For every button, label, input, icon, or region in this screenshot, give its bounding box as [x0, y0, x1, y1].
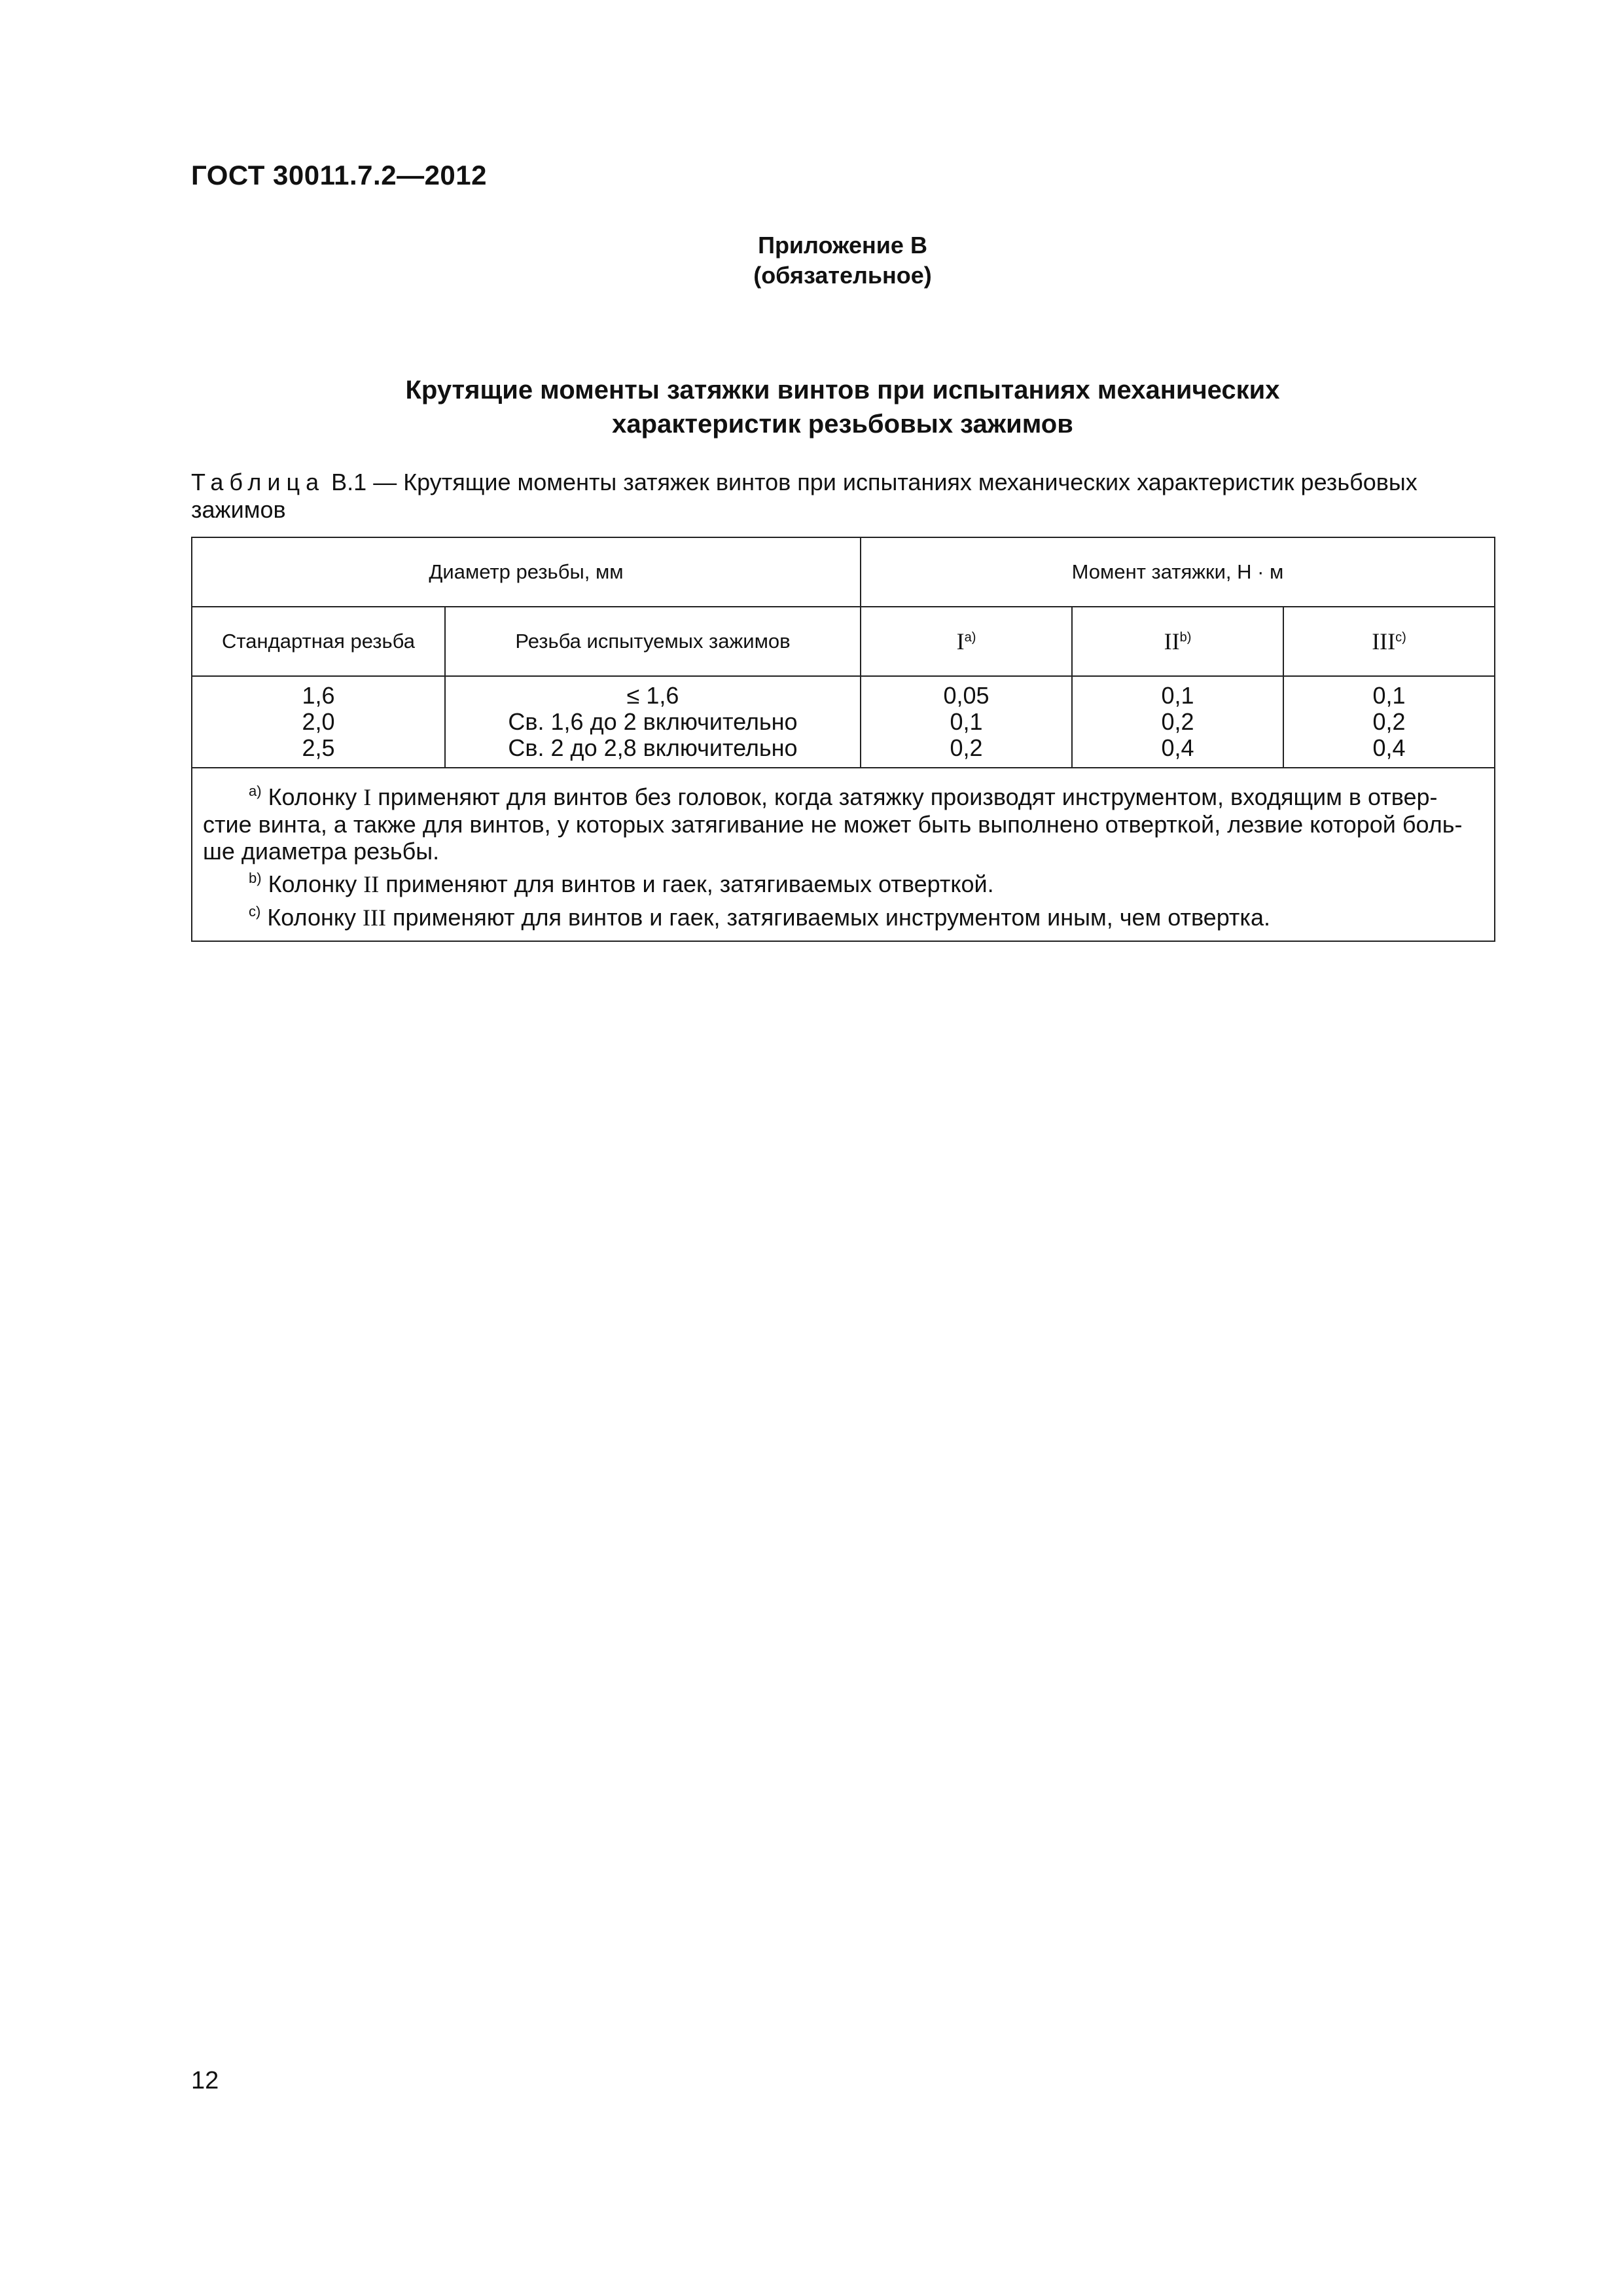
- appendix-title: Приложение В: [758, 232, 927, 259]
- column-2-numeral: II: [1164, 628, 1180, 655]
- column-3-values: [1283, 676, 1495, 768]
- header-standard-thread: Стандартная резьба: [192, 607, 445, 676]
- header-diameter: Диаметр резьбы, мм: [192, 537, 861, 607]
- note-a-text-end: применяют для винтов без головок, когда затяжку производят инструментом, входящим в отвер-: [371, 783, 1438, 810]
- column-1-numeral: I: [956, 628, 965, 655]
- section-title: [191, 373, 1494, 441]
- table-notes: [192, 768, 1495, 941]
- note-a-line3: ше диаметра резьбы.: [203, 838, 440, 865]
- table-cell: 0,1: [950, 708, 983, 735]
- table-group-header-row: [192, 537, 1495, 607]
- table-cell: 0,2: [1161, 708, 1194, 735]
- torque-table: [191, 537, 1495, 942]
- note-a-mark: a): [249, 783, 262, 799]
- note-a: [203, 778, 1484, 811]
- header-tested-thread: Резьба испытуемых зажимов: [445, 607, 861, 676]
- note-b-mark: b): [249, 870, 262, 886]
- table-cell: 0,4: [1161, 734, 1194, 761]
- table-cell: 1,6: [302, 682, 335, 709]
- table-data-row: [192, 676, 1495, 768]
- column-2-values: [1072, 676, 1283, 768]
- table-cell: 2,0: [302, 708, 335, 735]
- note-c: [203, 898, 1484, 931]
- table-cell: 0,1: [1161, 682, 1194, 709]
- column-1-values: [861, 676, 1072, 768]
- column-2-mark: b): [1179, 630, 1192, 645]
- section-title-line1: Крутящие моменты затяжки винтов при испытаниях механических: [405, 376, 1280, 404]
- note-c-text-start: Колонку: [260, 904, 363, 931]
- note-b: [203, 865, 1484, 898]
- note-a-text-start: Колонку: [261, 783, 364, 810]
- table-column-header-row: [192, 607, 1495, 676]
- note-a-line2: стие винта, а также для винтов, у которых затягивание не может быть выполнено отверткой, лезвие которой боль-: [203, 811, 1463, 838]
- table-caption-text: В.1 — Крутящие моменты затяжек винтов при испытаниях механических характеристик резьбовых зажимов: [191, 469, 1418, 523]
- header-column-2: [1072, 607, 1283, 676]
- table-cell: 0,05: [943, 682, 990, 709]
- tested-thread-values: [445, 676, 861, 768]
- note-c-numeral: III: [363, 905, 386, 931]
- table-cell: 0,4: [1372, 734, 1406, 761]
- note-a-numeral: I: [363, 784, 372, 810]
- column-3-mark: c): [1395, 630, 1406, 645]
- table-cell: 0,2: [1372, 708, 1406, 735]
- note-b-text-end: применяют для винтов и гаек, затягиваемых отверткой.: [379, 870, 994, 897]
- note-b-text-start: Колонку: [261, 870, 364, 897]
- section-title-line2: характеристик резьбовых зажимов: [612, 410, 1073, 439]
- document-code: ГОСТ 30011.7.2—2012: [191, 160, 487, 190]
- table-cell: Св. 2 до 2,8 включительно: [508, 734, 798, 761]
- column-1-mark: a): [964, 630, 976, 645]
- header-column-1: [861, 607, 1072, 676]
- column-3-numeral: III: [1372, 628, 1396, 655]
- standard-thread-values: [192, 676, 445, 768]
- note-c-mark: c): [249, 903, 261, 920]
- table-cell: Св. 1,6 до 2 включительно: [508, 708, 798, 735]
- header-column-3: [1283, 607, 1495, 676]
- table-cell: ≤ 1,6: [626, 682, 679, 709]
- table-notes-row: [192, 768, 1495, 941]
- page-number: 12: [191, 2067, 219, 2094]
- table-caption-label: Таблица: [191, 469, 325, 495]
- note-b-numeral: II: [363, 871, 380, 897]
- table-cell: 0,2: [950, 734, 983, 761]
- table-cell: 2,5: [302, 734, 335, 761]
- table-cell: 0,1: [1372, 682, 1406, 709]
- table-caption: [191, 469, 1494, 524]
- note-c-text-end: применяют для винтов и гаек, затягиваемых инструментом иным, чем отвертка.: [385, 904, 1270, 931]
- appendix-status: (обязательное): [753, 262, 932, 289]
- header-torque: Момент затяжки, Н · м: [861, 537, 1495, 607]
